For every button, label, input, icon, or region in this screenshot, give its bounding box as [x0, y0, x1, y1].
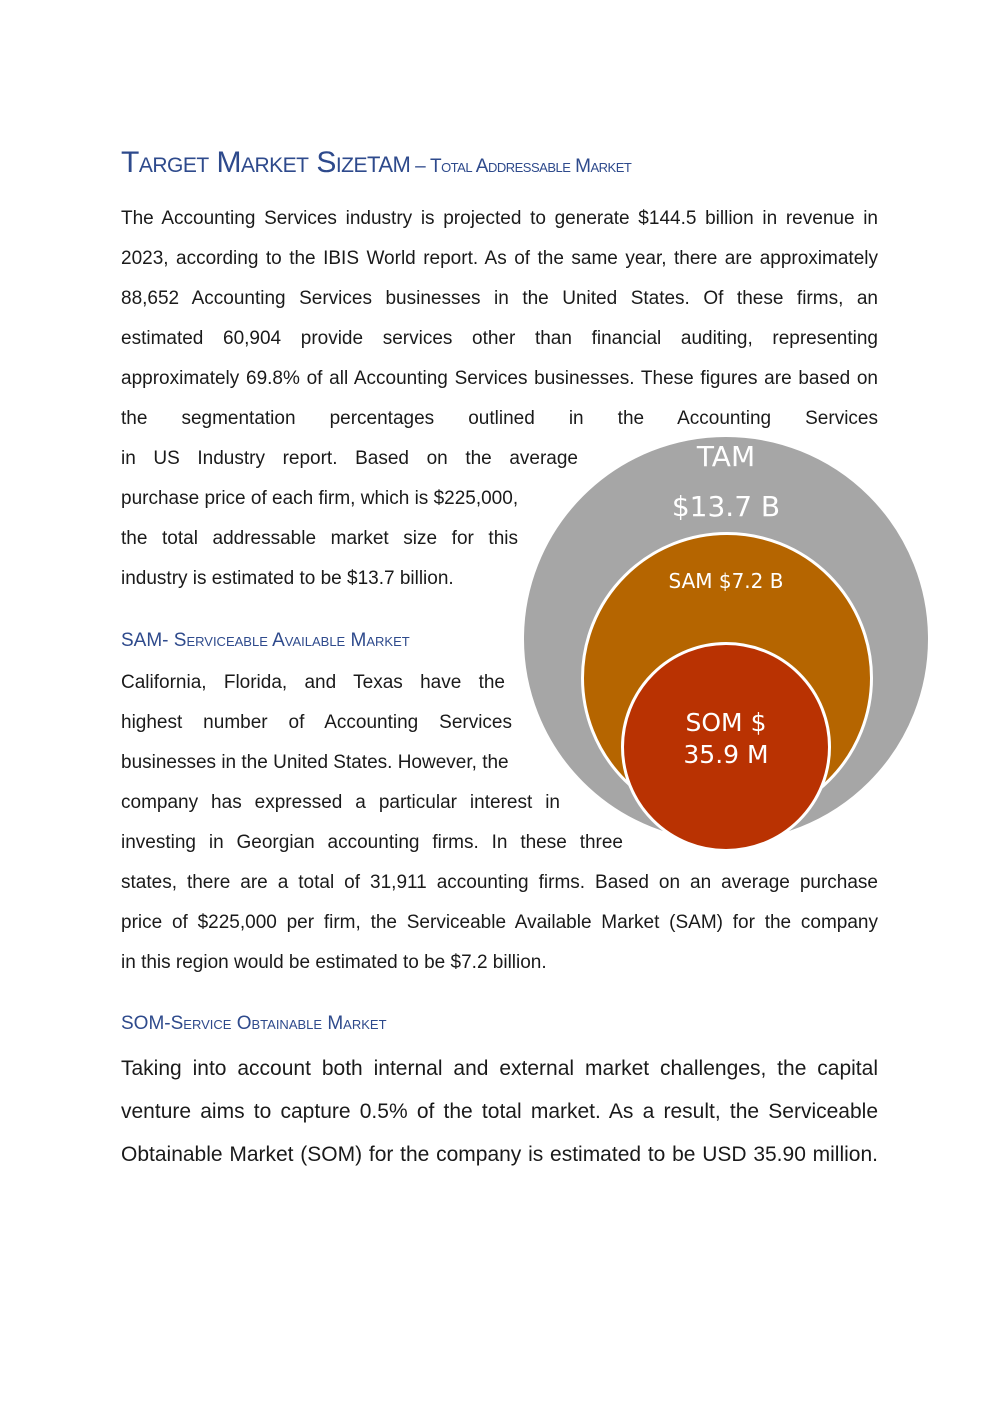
sam-line: businesses in the United States. However, the [121, 752, 509, 773]
sam-line: company has expressed a particular interest in [121, 792, 560, 813]
tam-line: estimated 60,904 provide services other than financial auditing, representing [121, 328, 878, 349]
som-line: Taking into account both internal and external market challenges, the capital [121, 1057, 878, 1080]
market-size-diagram [519, 432, 933, 846]
som-paragraph [121, 1047, 878, 1176]
som-line: venture aims to capture 0.5% of the total market. As a result, the Serviceable [121, 1100, 878, 1123]
tam-line: The Accounting Services industry is projected to generate $144.5 billion in revenue in [121, 208, 878, 229]
tam-line: the total addressable market size for this [121, 528, 518, 549]
som-label [656, 707, 796, 771]
tam-line: purchase price of each firm, which is $225,000, [121, 488, 519, 509]
tam-line: 88,652 Accounting Services businesses in the United States. Of these firms, an [121, 288, 878, 309]
sam-line: highest number of Accounting Services [121, 712, 512, 733]
som-label-line2: 35.9 M [683, 740, 769, 769]
tam-line: the segmentation percentages outlined in the Accounting Services [121, 408, 878, 429]
sam-heading-abbr: SAM- [121, 630, 174, 651]
tam-value: $13.7 B [671, 490, 781, 523]
tam-line: approximately 69.8% of all Accounting Services businesses. These figures are based on [121, 368, 878, 389]
page-heading [121, 146, 631, 180]
sam-line: price of $225,000 per firm, the Serviceable Available Market (SAM) for the company [121, 912, 878, 933]
sam-heading-full: Serviceable Available Market [173, 630, 410, 651]
tam-line: in US Industry report. Based on the average [121, 448, 578, 469]
som-heading-full: Service Obtainable Market [170, 1013, 387, 1034]
heading-dash: – [410, 156, 430, 177]
som-line: Obtainable Market (SOM) for the company is estimated to be USD 35.90 million. [121, 1143, 878, 1166]
sam-line: California, Florida, and Texas have the [121, 672, 505, 693]
som-heading-abbr: SOM- [121, 1013, 171, 1034]
sam-heading [121, 630, 410, 652]
som-label-line1: SOM $ [685, 708, 767, 737]
heading-tam-abbr: TAM [367, 152, 411, 177]
heading-tam-full: Total Addressable Market [429, 156, 632, 177]
sam-line: investing in Georgian accounting firms. In these three [121, 832, 623, 853]
heading-title: Target Market Size [121, 146, 368, 179]
tam-line: 2023, according to the IBIS World report. As of the same year, there are approximately [121, 248, 878, 269]
sam-line: states, there are a total of 31,911 accounting firms. Based on an average purchase [121, 872, 878, 893]
tam-label: TAM [696, 440, 756, 473]
tam-line: industry is estimated to be $13.7 billion. [121, 568, 454, 589]
sam-label: SAM $7.2 B [668, 569, 784, 593]
sam-line: in this region would be estimated to be $7.2 billion. [121, 952, 547, 973]
som-heading [121, 1013, 387, 1035]
